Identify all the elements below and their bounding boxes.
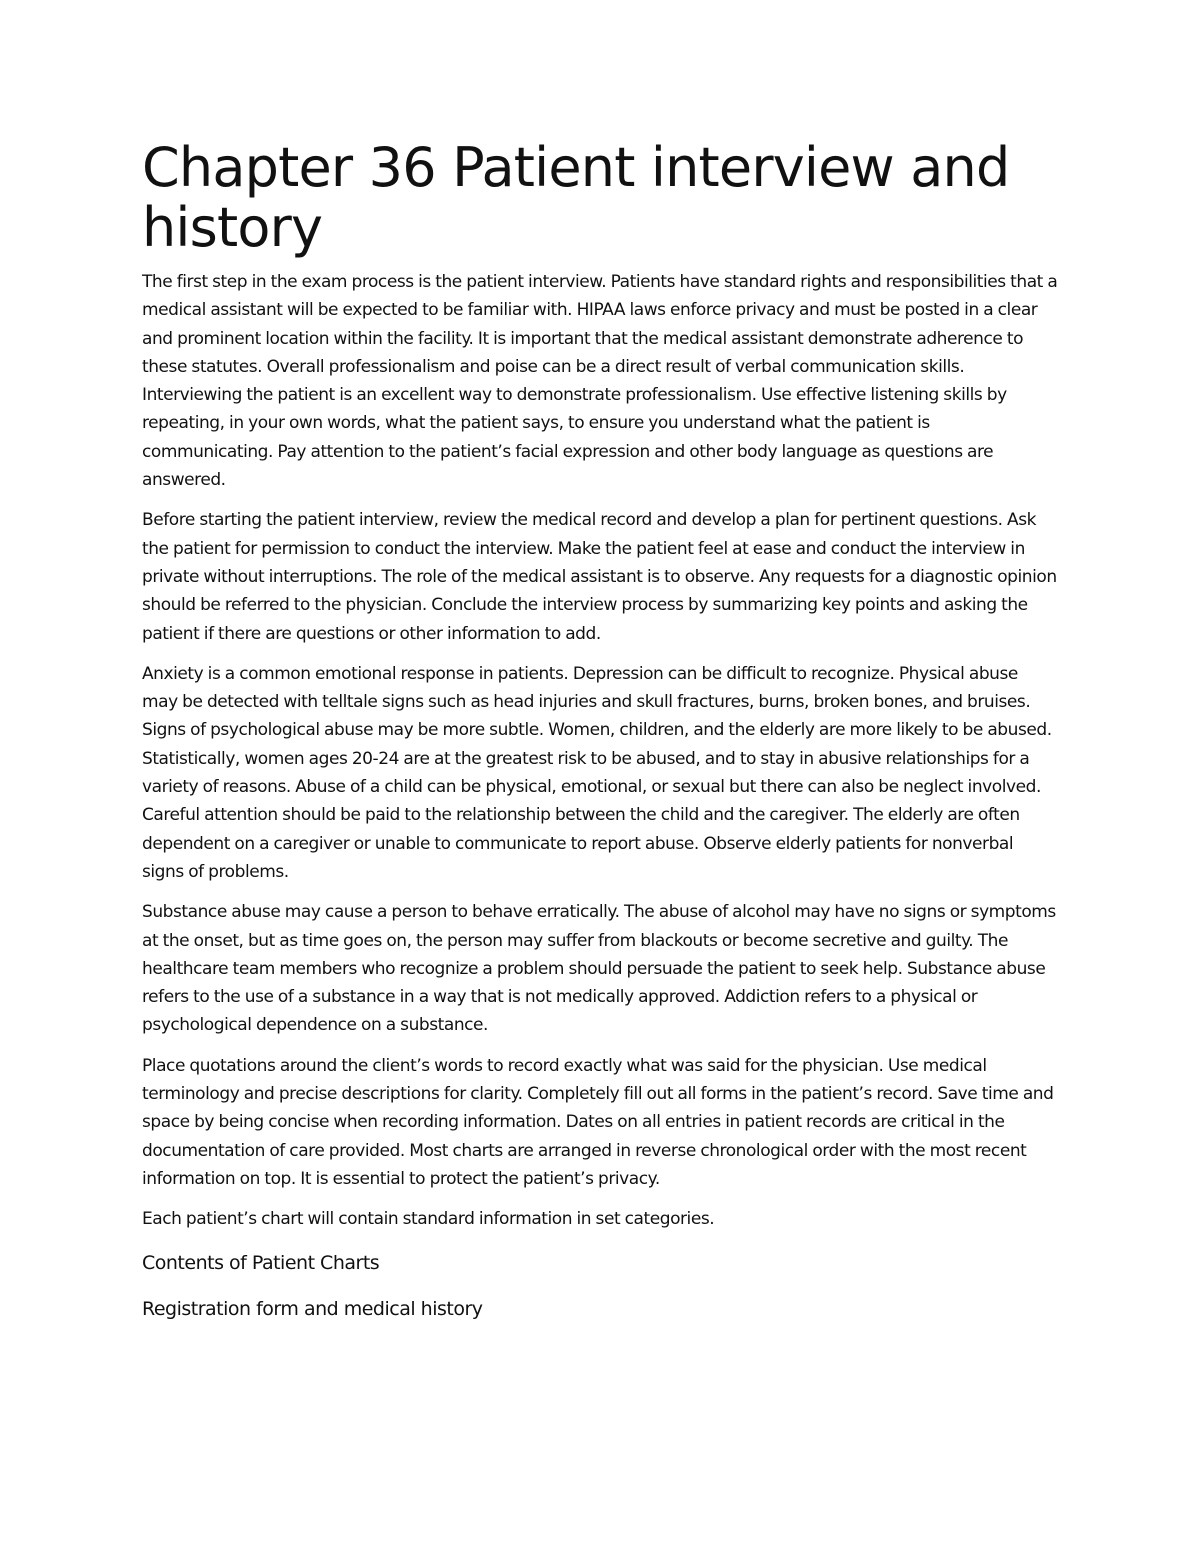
paragraph-recording: Place quotations around the client’s words to record exactly what was said for the physician. Use medical terminology and precise descriptions for clarity. Completely fill out all forms in the patient’s record. Save time and space by being concise when recording information. Dates on all entries in patient records are critical in the documentation of care provided. Most charts are arranged in reverse chronological order with the most recent information on top. It is essential to protect the patient’s privacy. [142,1055,1054,1189]
section-heading-contents: Contents of Patient Charts [142,1251,380,1274]
page-title: Chapter 36 Patient interview and history [142,136,1010,259]
paragraph-chart-categories: Each patient’s chart will contain standard information in set categories. [142,1209,715,1230]
paragraph-patient-interview: The first step in the exam process is the patient interview. Patients have standard rights and responsibilities that a medical assistant will be expected to be familiar with. HIPAA laws enforce privacy and must be posted in a clear and prominent location within the facility. It is important that the medical assistant demonstrate adherence to these statutes. Overall professionalism and poise can be a direct result of verbal communication skills. Interviewing the patient is an excellent way to demonstrate professionalism. Use effective listening skills by repeating, in your own words, what the patient says, to ensure you understand what the patient is communicating. Pay attention to the patient’s facial expression and other body language as questions are answered. [142,272,1058,491]
section-heading-registration: Registration form and medical history [142,1297,483,1320]
paragraph-substance-abuse: Substance abuse may cause a person to behave erratically. The abuse of alcohol may have no signs or symptoms at the onset, but as time goes on, the person may suffer from blackouts or become secretive and guilty. The healthcare team members who recognize a problem should persuade the patient to seek help. Substance abuse refers to the use of a substance in a way that is not medically approved. Addiction refers to a physical or psychological dependence on a substance. [142,902,1056,1036]
paragraph-before-interview: Before starting the patient interview, review the medical record and develop a plan for pertinent questions. Ask the patient for permission to conduct the interview. Make the patient feel at ease and conduct the interview in private without interruptions. The role of the medical assistant is to observe. Any requests for a diagnostic opinion should be referred to the physician. Conclude the interview process by summarizing key points and asking the patient if there are questions or other information to add. [142,510,1057,644]
paragraph-anxiety-abuse: Anxiety is a common emotional response in patients. Depression can be difficult to recognize. Physical abuse may be detected with telltale signs such as head injuries and skull fractures, burns, broken bones, and bruises. Signs of psychological abuse may be more subtle. Women, children, and the elderly are more likely to be abused. Statistically, women ages 20-24 are at the greatest risk to be abused, and to stay in abusive relationships for a variety of reasons. Abuse of a child can be physical, emotional, or sexual but there can also be neglect involved. Careful attention should be paid to the relationship between the child and the caregiver. The elderly are often dependent on a caregiver or unable to communicate to report abuse. Observe elderly patients for nonverbal signs of problems. [142,663,1052,882]
